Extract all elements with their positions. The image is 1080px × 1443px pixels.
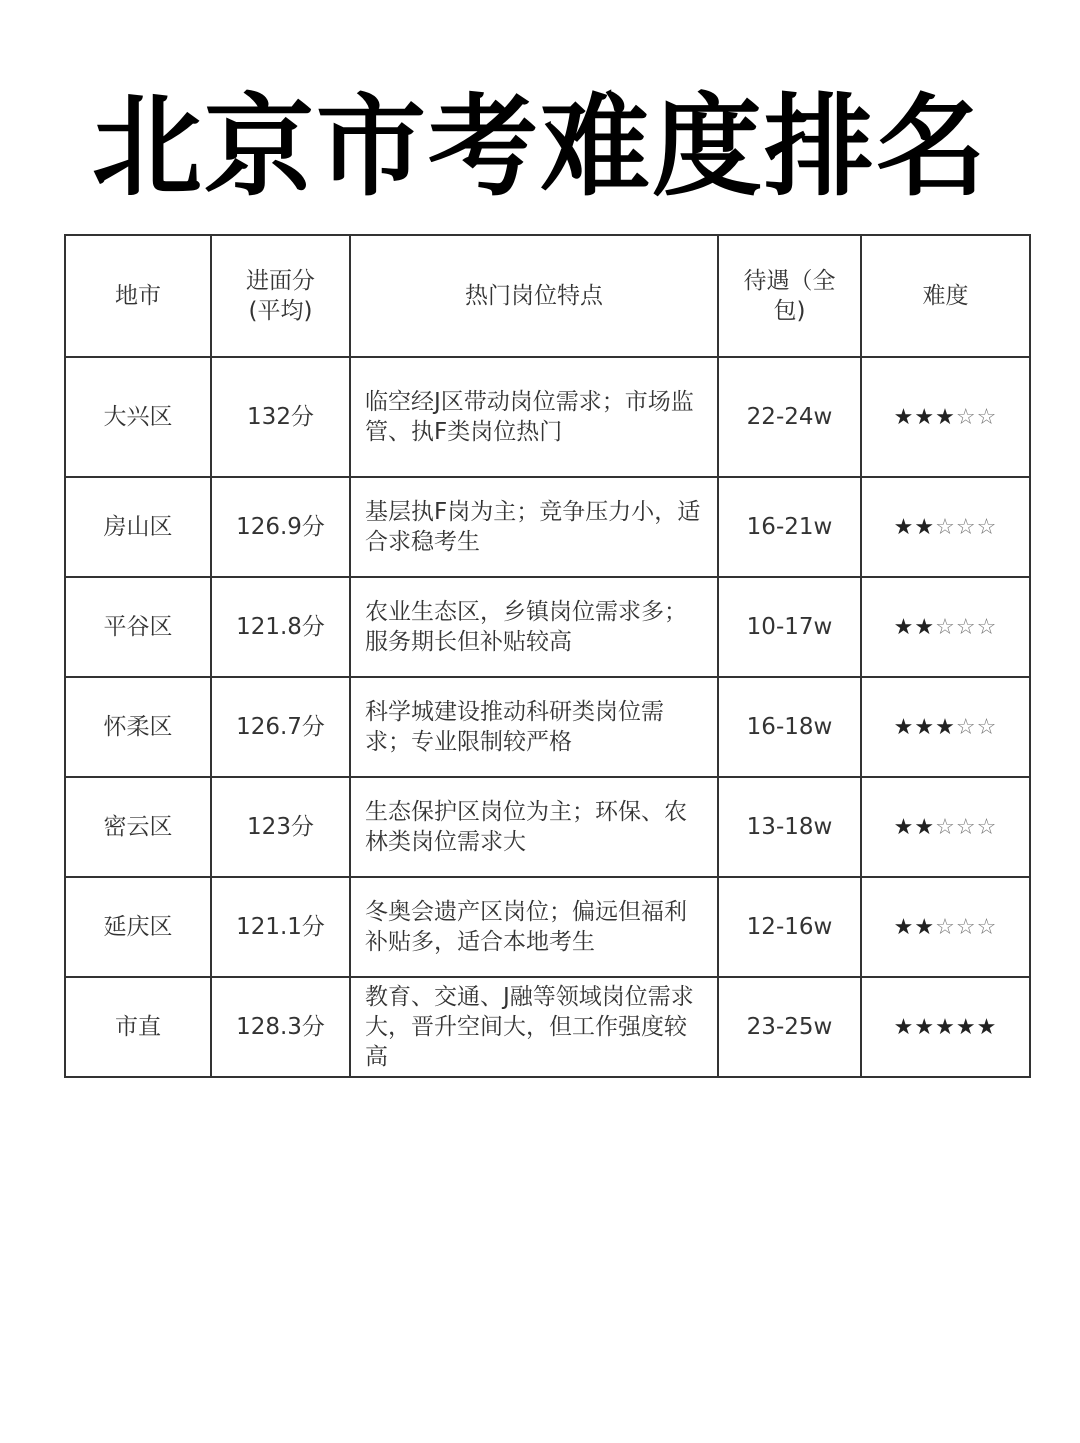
star-empty-icon: ☆ (955, 914, 977, 940)
header-feature: 热门岗位特点 (350, 235, 718, 357)
cell-difficulty (861, 877, 1030, 977)
cell-city: 怀柔区 (65, 677, 211, 777)
star-empty-icon: ☆ (976, 914, 998, 940)
cell-feature: 基层执F岗为主；竞争压力小，适合求稳考生 (350, 477, 718, 577)
star-filled-icon: ★ (914, 914, 936, 940)
cell-feature: 临空经J区带动岗位需求；市场监管、执F类岗位热门 (350, 357, 718, 477)
cell-salary: 23-25w (718, 977, 861, 1077)
star-empty-icon: ☆ (976, 404, 998, 430)
ranking-table (64, 234, 1031, 1078)
page-title: 北京市考难度排名 (92, 83, 988, 211)
star-empty-icon: ☆ (976, 614, 998, 640)
star-filled-icon: ★ (893, 914, 915, 940)
cell-salary: 16-21w (718, 477, 861, 577)
star-filled-icon: ★ (935, 1014, 956, 1040)
table-row (65, 357, 1030, 477)
star-filled-icon: ★ (893, 814, 915, 840)
cell-salary: 13-18w (718, 777, 861, 877)
cell-difficulty (861, 977, 1030, 1077)
cell-city: 市直 (65, 977, 211, 1077)
difficulty-stars (894, 515, 998, 540)
header-salary: 待遇（全 包) (718, 235, 861, 357)
star-empty-icon: ☆ (935, 514, 956, 540)
star-filled-icon: ★ (893, 614, 915, 640)
star-filled-icon: ★ (914, 1014, 936, 1040)
cell-feature: 生态保护区岗位为主；环保、农林类岗位需求大 (350, 777, 718, 877)
difficulty-stars (894, 615, 998, 640)
cell-score: 123分 (211, 777, 350, 877)
star-empty-icon: ☆ (976, 814, 998, 840)
star-filled-icon: ★ (935, 714, 956, 740)
star-filled-icon: ★ (914, 614, 936, 640)
cell-score: 128.3分 (211, 977, 350, 1077)
cell-difficulty (861, 357, 1030, 477)
star-filled-icon: ★ (955, 1014, 977, 1040)
star-filled-icon: ★ (893, 404, 915, 430)
star-empty-icon: ☆ (935, 614, 956, 640)
star-filled-icon: ★ (914, 714, 936, 740)
cell-difficulty (861, 777, 1030, 877)
difficulty-stars (894, 1015, 998, 1040)
table-row (65, 677, 1030, 777)
header-score: 进面分 (平均) (211, 235, 350, 357)
star-empty-icon: ☆ (955, 514, 977, 540)
cell-feature: 科学城建设推动科研类岗位需求；专业限制较严格 (350, 677, 718, 777)
star-filled-icon: ★ (893, 514, 915, 540)
table-row (65, 877, 1030, 977)
star-empty-icon: ☆ (955, 404, 977, 430)
cell-score: 121.1分 (211, 877, 350, 977)
table-row (65, 977, 1030, 1077)
star-empty-icon: ☆ (955, 814, 977, 840)
cell-city: 密云区 (65, 777, 211, 877)
header-city: 地市 (65, 235, 211, 357)
star-filled-icon: ★ (914, 404, 936, 430)
table-row (65, 477, 1030, 577)
difficulty-stars (894, 715, 998, 740)
cell-salary: 10-17w (718, 577, 861, 677)
cell-difficulty (861, 577, 1030, 677)
cell-salary: 16-18w (718, 677, 861, 777)
cell-difficulty (861, 477, 1030, 577)
cell-feature: 教育、交通、J融等领域岗位需求大，晋升空间大，但工作强度较高 (350, 977, 718, 1077)
star-empty-icon: ☆ (935, 814, 956, 840)
cell-salary: 12-16w (718, 877, 861, 977)
cell-score: 121.8分 (211, 577, 350, 677)
cell-score: 126.9分 (211, 477, 350, 577)
star-empty-icon: ☆ (955, 614, 977, 640)
cell-salary: 22-24w (718, 357, 861, 477)
cell-difficulty (861, 677, 1030, 777)
cell-feature: 冬奥会遗产区岗位；偏远但福利补贴多，适合本地考生 (350, 877, 718, 977)
cell-score: 132分 (211, 357, 350, 477)
table-row (65, 777, 1030, 877)
cell-score: 126.7分 (211, 677, 350, 777)
star-filled-icon: ★ (976, 1014, 998, 1040)
table-header-row (65, 235, 1030, 357)
cell-feature: 农业生态区，乡镇岗位需求多；服务期长但补贴较高 (350, 577, 718, 677)
star-filled-icon: ★ (893, 714, 915, 740)
cell-city: 房山区 (65, 477, 211, 577)
star-empty-icon: ☆ (955, 714, 977, 740)
star-filled-icon: ★ (935, 404, 956, 430)
header-difficulty: 难度 (861, 235, 1030, 357)
star-empty-icon: ☆ (976, 714, 998, 740)
difficulty-stars (894, 915, 998, 940)
table-row (65, 577, 1030, 677)
star-empty-icon: ☆ (935, 914, 956, 940)
difficulty-stars (894, 405, 998, 430)
star-empty-icon: ☆ (976, 514, 998, 540)
cell-city: 延庆区 (65, 877, 211, 977)
cell-city: 大兴区 (65, 357, 211, 477)
difficulty-stars (894, 815, 998, 840)
star-filled-icon: ★ (914, 514, 936, 540)
star-filled-icon: ★ (914, 814, 936, 840)
star-filled-icon: ★ (893, 1014, 915, 1040)
cell-city: 平谷区 (65, 577, 211, 677)
